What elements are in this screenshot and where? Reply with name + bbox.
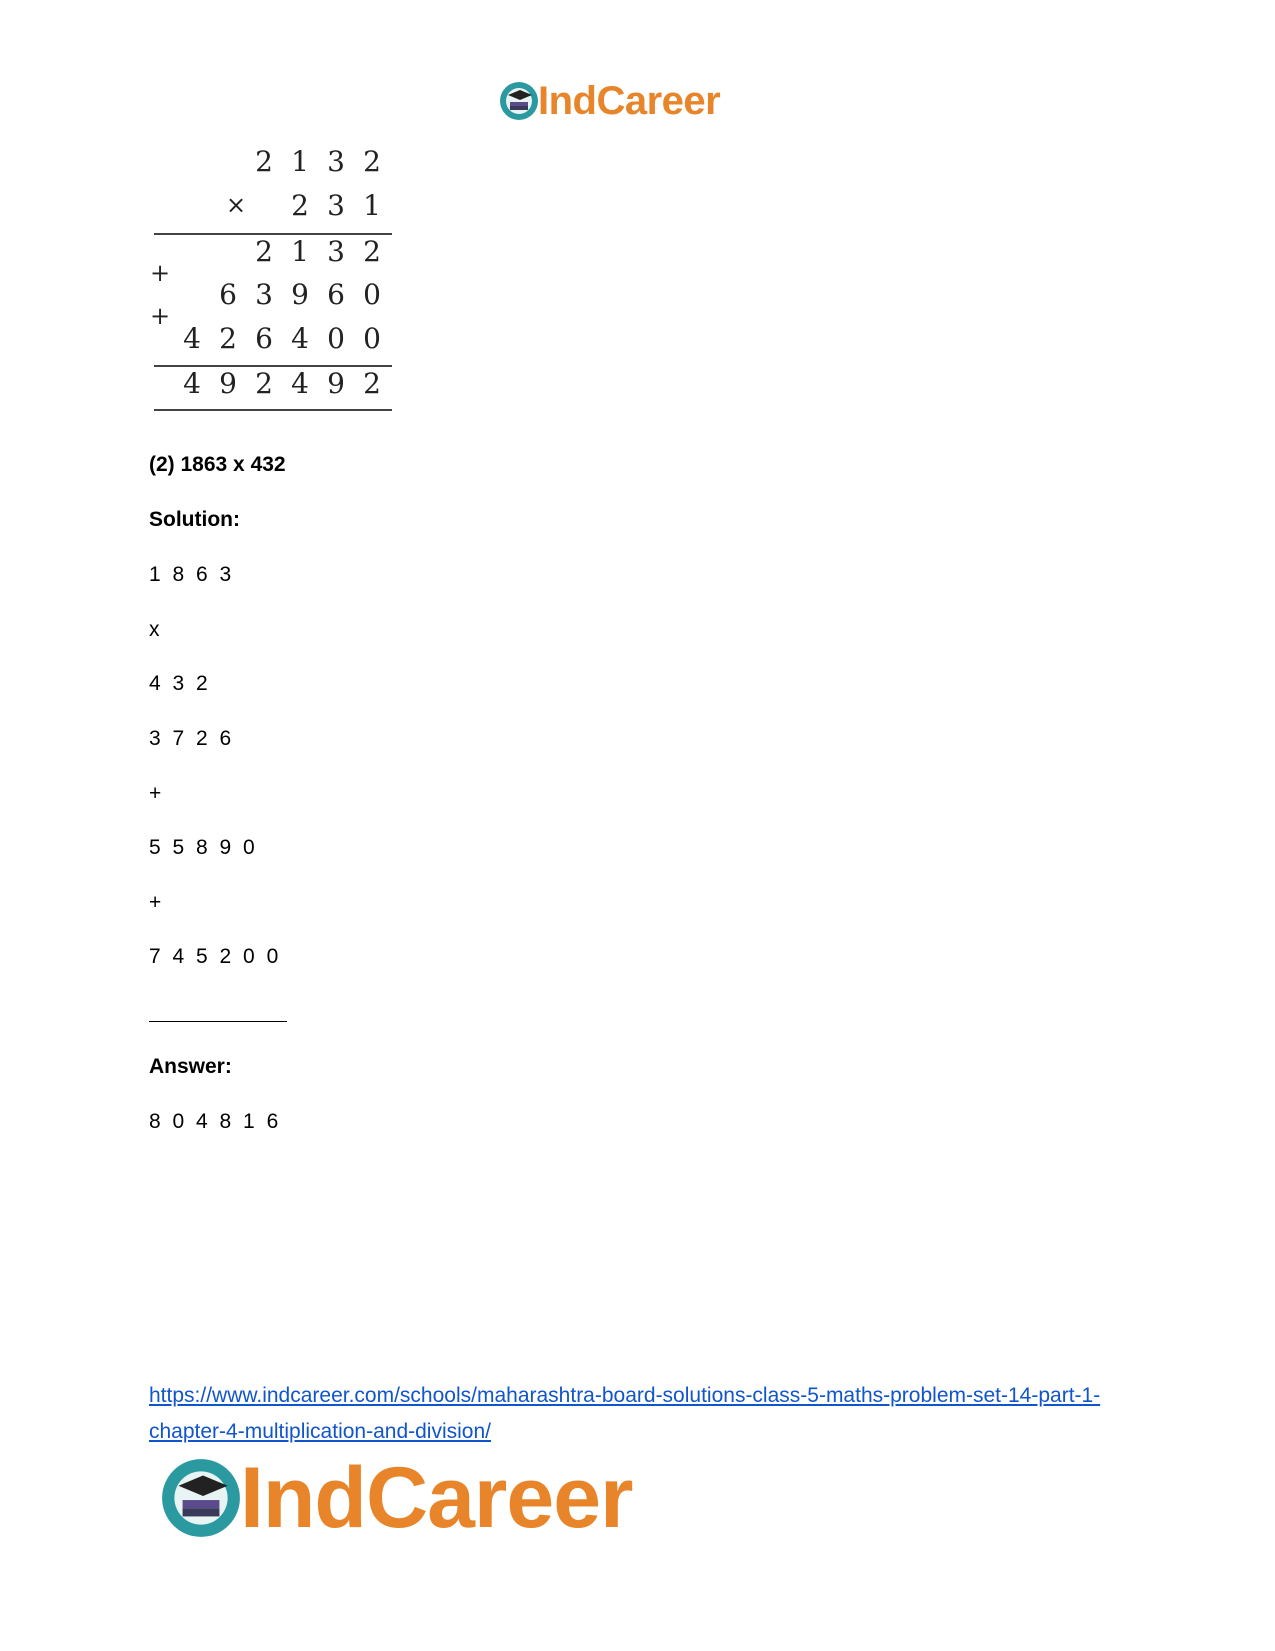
digit: 0 <box>363 322 381 355</box>
step-line: 1 8 6 3 <box>149 563 235 586</box>
step-line: x <box>149 618 163 641</box>
digit: 3 <box>327 189 345 222</box>
multiplier-row <box>282 189 390 222</box>
digit: 2 <box>255 235 273 268</box>
multiply-sign: × <box>226 191 247 219</box>
digit: 4 <box>291 322 309 355</box>
header-brand-name: IndCareer <box>538 79 721 123</box>
digit: 9 <box>291 278 309 311</box>
digit: 0 <box>327 322 345 355</box>
step-line: + <box>149 891 165 914</box>
footer-brand-name: IndCareer <box>240 1450 633 1546</box>
step-line: 4 3 2 <box>149 672 211 695</box>
digit: 4 <box>291 367 309 400</box>
digit: 2 <box>291 189 309 222</box>
digit: 6 <box>327 278 345 311</box>
digit: 3 <box>327 235 345 268</box>
footer-logo <box>158 1450 633 1546</box>
digit: 0 <box>363 278 381 311</box>
product-row <box>174 367 390 400</box>
multiplication-example-figure <box>150 145 400 425</box>
digit: 2 <box>255 145 273 178</box>
partial-row-1 <box>246 235 390 268</box>
solution-label: Solution: <box>149 508 240 531</box>
plus-sign: + <box>150 302 171 330</box>
multiplicand-row <box>246 145 390 178</box>
digit: 2 <box>363 367 381 400</box>
digit: 1 <box>291 145 309 178</box>
answer-label: Answer: <box>149 1055 232 1078</box>
digit: 2 <box>219 322 237 355</box>
step-line: 5 5 8 9 0 <box>149 836 258 859</box>
digit: 2 <box>363 235 381 268</box>
digit: 1 <box>291 235 309 268</box>
source-link[interactable]: https://www.indcareer.com/schools/maharashtra-board-solutions-class-5-maths-problem-set-14-part-1-chapter-4-multiplication-and-division/ <box>149 1384 1101 1443</box>
question-heading: (2) 1863 x 432 <box>149 453 286 476</box>
plus-sign: + <box>150 259 171 287</box>
digit: 2 <box>363 145 381 178</box>
digit: 6 <box>255 322 273 355</box>
sum-underline <box>149 1021 287 1022</box>
digit: 9 <box>219 367 237 400</box>
digit: 9 <box>327 367 345 400</box>
digit: 4 <box>183 322 201 355</box>
digit: 6 <box>219 278 237 311</box>
digit: 1 <box>363 189 381 222</box>
step-line: + <box>149 782 165 805</box>
digit: 2 <box>255 367 273 400</box>
indcareer-logo-icon <box>158 1455 244 1541</box>
step-line: 7 4 5 2 0 0 <box>149 945 282 968</box>
partial-row-2 <box>210 278 390 311</box>
answer-value: 8 0 4 8 1 6 <box>149 1110 282 1133</box>
divider-line <box>154 409 392 411</box>
digit: 3 <box>255 278 273 311</box>
step-line: 3 7 2 6 <box>149 727 235 750</box>
digit: 3 <box>327 145 345 178</box>
indcareer-logo-icon <box>498 80 540 122</box>
partial-row-3 <box>174 322 390 355</box>
digit: 4 <box>183 367 201 400</box>
header-logo <box>498 80 720 122</box>
